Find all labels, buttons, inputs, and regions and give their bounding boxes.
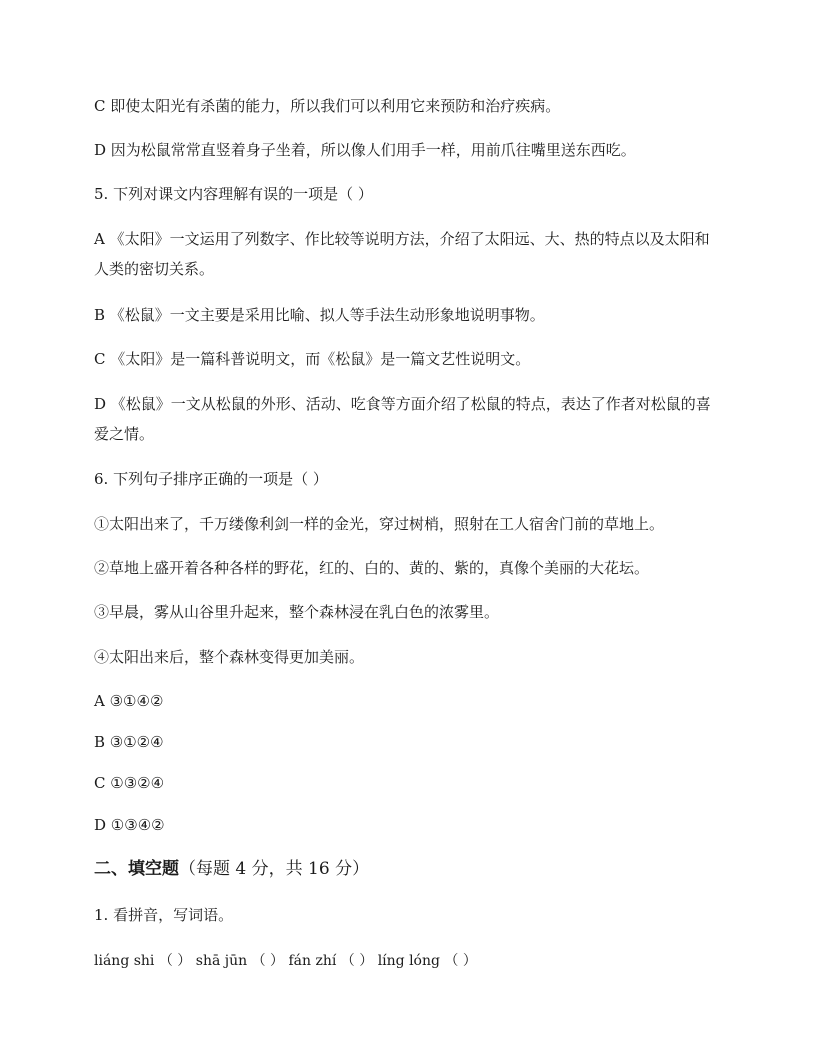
question-5-option-b: B 《松鼠》一文主要是采用比喻、拟人等手法生动形象地说明事物。 [94,306,545,324]
question-5-option-c: C 《太阳》是一篇科普说明文，而《松鼠》是一篇文艺性说明文。 [94,350,531,368]
sentence-3: ③早晨，雾从山谷里升起来，整个森林浸在乳白色的浓雾里。 [94,603,500,621]
question-5-stem: 5. 下列对课文内容理解有误的一项是（ ） [94,185,373,203]
section-2-note: （每题 4 分，共 16 分） [179,859,370,879]
section-2-heading [94,856,369,882]
question-5-option-a: A 《太阳》一文运用了列数字、作比较等说明方法，介绍了太阳远、大、热的特点以及太阳和人类的密切关系。 [94,230,710,278]
sentence-1: ①太阳出来了，千万缕像利剑一样的金光，穿过树梢，照射在工人宿舍门前的草地上。 [94,515,665,533]
pinyin-line: liáng shi （ ） shā jūn （ ） fán zhí （ ） líng lóng （ ） [94,953,477,969]
question-6-option-a: A ③①④② [94,692,164,710]
question-5-option-d: D 《松鼠》一文从松鼠的外形、活动、吃食等方面介绍了松鼠的特点，表达了作者对松鼠的喜爱之情。 [94,395,711,443]
question-4-option-c: C 即使太阳光有杀菌的能力，所以我们可以利用它来预防和治疗疾病。 [94,97,561,115]
question-4-option-d: D 因为松鼠常常直竖着身子坐着，所以像人们用手一样，用前爪往嘴里送东西吃。 [94,141,636,159]
question-6-option-c: C ①③②④ [94,774,165,792]
question-6-stem: 6. 下列句子排序正确的一项是（ ） [94,470,328,488]
sentence-4: ④太阳出来后，整个森林变得更加美丽。 [94,648,365,666]
question-6-option-b: B ③①②④ [94,733,164,751]
section-2-title: 二、填空题 [94,859,179,879]
question-6-option-d: D ①③④② [94,816,165,834]
fill-question-1: 1. 看拼音，写词语。 [94,906,234,924]
sentence-2: ②草地上盛开着各种各样的野花，红的、白的、黄的、紫的，真像个美丽的大花坛。 [94,559,650,577]
